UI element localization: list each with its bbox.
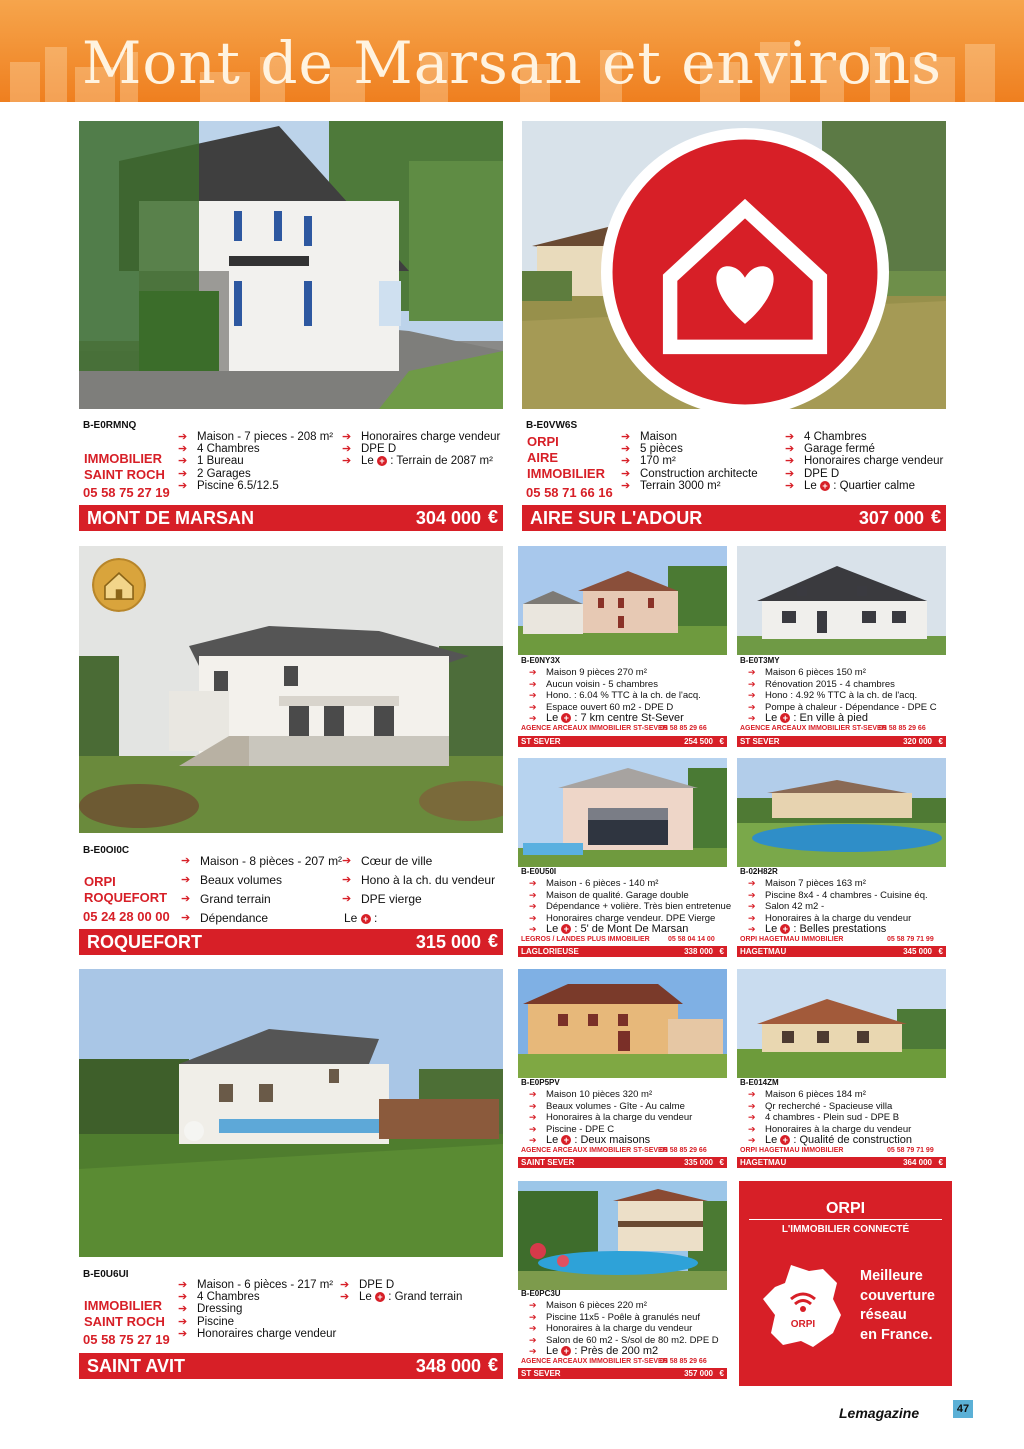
small-listing-city: HAGETMAU xyxy=(740,947,787,956)
feature-item xyxy=(521,1346,719,1358)
small-price-bar xyxy=(737,1157,946,1168)
feature-item: ➔ DPE D xyxy=(340,1279,462,1291)
feature-item: ➔ Maison 6 pièces 150 m² xyxy=(740,667,937,679)
feature-item xyxy=(785,480,943,492)
plus-icon: + xyxy=(561,1135,571,1145)
feature-item: ➔ Beaux volumes xyxy=(181,871,342,890)
feature-item: ➔ 4 Chambres xyxy=(178,1291,336,1303)
ad-title: ORPI xyxy=(825,1200,866,1217)
magazine-brand: Lemagazine xyxy=(839,1405,920,1421)
ad-message-line: Meilleure xyxy=(860,1268,923,1284)
feature-item xyxy=(740,1135,912,1147)
small-feature-list xyxy=(740,667,937,725)
plus-icon: + xyxy=(561,924,571,934)
listing-phone: 05 58 75 27 19 xyxy=(83,1332,170,1347)
feature-item: ➔ Maison - 6 pièces - 217 m² xyxy=(178,1279,336,1291)
plus-icon: + xyxy=(780,924,790,934)
listing-agency xyxy=(527,434,605,482)
euro-sign: € xyxy=(719,737,724,746)
feature-item xyxy=(521,1135,692,1147)
price-bar xyxy=(522,505,946,531)
small-price-bar xyxy=(518,1368,727,1379)
feature-item: ➔ Honoraires à la charge du vendeur xyxy=(740,1124,912,1136)
le-label: Le xyxy=(765,923,778,935)
agency-line: IMMOBILIER xyxy=(84,1298,162,1313)
feature-item: ➔ Maison 6 pièces 184 m² xyxy=(740,1089,912,1101)
plus-icon: + xyxy=(820,481,830,491)
feature-item: ➔ Hono. : 6.04 % TTC à la ch. de l'acq. xyxy=(521,690,701,702)
feature-item: ➔ 1 Bureau xyxy=(178,455,333,467)
feature-item: ➔ 2 Garages xyxy=(178,468,333,480)
small-listing-ref: B-E0PC3U xyxy=(521,1289,561,1298)
agency-line: SAINT ROCH xyxy=(84,1314,165,1329)
feature-item: ➔ Piscine 6.5/12.5 xyxy=(178,480,333,492)
small-price-bar xyxy=(518,1157,727,1168)
euro-sign: € xyxy=(938,737,943,746)
small-listing-ref: B-E0P5PV xyxy=(521,1078,560,1087)
small-listing-city: SAINT SEVER xyxy=(521,1158,575,1167)
listing-photo-roquefort xyxy=(79,546,503,833)
price-bar xyxy=(79,1353,503,1379)
small-listing-agency: ORPI HAGETMAU IMMOBILIER xyxy=(740,936,844,943)
small-listing-ref: B-02H82R xyxy=(740,867,778,876)
le-text: : xyxy=(374,911,378,925)
le-label: Le xyxy=(546,1345,559,1357)
feature-item: ➔ Hono : 4.92 % TTC à la ch. de l'acq. xyxy=(740,690,937,702)
euro-sign: € xyxy=(938,947,943,956)
small-listing-photo xyxy=(518,758,727,867)
orpi-advertisement xyxy=(739,1181,952,1386)
plus-icon: + xyxy=(361,914,371,924)
listing-photo-aire-sur-l-adour xyxy=(522,121,946,409)
feature-list xyxy=(181,852,342,928)
feature-item xyxy=(521,713,701,725)
le-text: : 7 km centre St-Sever xyxy=(574,712,684,724)
feature-item: ➔ Salon 42 m2 - xyxy=(740,901,928,913)
listing-city: AIRE SUR L'ADOUR xyxy=(530,508,703,528)
small-listing-agency: ORPI HAGETMAU IMMOBILIER xyxy=(740,1147,844,1154)
le-label: Le xyxy=(546,923,559,935)
le-label: Le xyxy=(546,712,559,724)
listing-phone: 05 24 28 00 00 xyxy=(83,909,170,924)
feature-item: ➔ Maison 9 pièces 270 m² xyxy=(521,667,701,679)
euro-sign: € xyxy=(938,1158,943,1167)
small-listing-phone: 05 58 85 29 66 xyxy=(879,725,926,732)
small-listing-photo xyxy=(737,969,946,1078)
listing-photo-mont-de-marsan xyxy=(79,121,503,409)
small-feature-list xyxy=(521,878,731,936)
small-price-bar xyxy=(737,946,946,957)
feature-item: ➔ Terrain 3000 m² xyxy=(621,480,758,492)
feature-list xyxy=(342,852,495,909)
euro-sign: € xyxy=(487,931,498,951)
small-listing-price: 335 000 xyxy=(684,1158,713,1167)
listing-city: MONT DE MARSAN xyxy=(87,508,254,528)
page-title: Mont de Marsan et environs xyxy=(82,29,942,97)
feature-item: ➔ DPE D xyxy=(342,443,500,455)
feature-item: ➔ Piscine - DPE C xyxy=(521,1124,692,1136)
feature-item: ➔ Qr recherché - Spacieuse villa xyxy=(740,1101,912,1113)
small-listing-agency: LEGROS / LANDES PLUS IMMOBILIER xyxy=(521,936,650,943)
agency-line: ORPI xyxy=(527,434,559,449)
le-text: : Belles prestations xyxy=(793,923,887,935)
euro-sign: € xyxy=(719,1158,724,1167)
small-listing-phone: 05 58 85 29 66 xyxy=(660,725,707,732)
le-text: : En ville à pied xyxy=(793,712,868,724)
small-listing-city: ST SEVER xyxy=(521,1369,561,1378)
price-bar xyxy=(79,505,503,531)
listing-agency xyxy=(84,1298,165,1330)
feature-item xyxy=(740,924,928,936)
feature-list xyxy=(178,1279,336,1340)
feature-item: ➔ DPE D xyxy=(785,468,943,480)
listing-city: ROQUEFORT xyxy=(87,932,202,952)
feature-item: ➔ 4 chambres - Plein sud - DPE B xyxy=(740,1112,912,1124)
feature-item: ➔ Maison - 7 pieces - 208 m² xyxy=(178,431,333,443)
small-listing-agency: AGENCE ARCEAUX IMMOBILIER ST-SEVER xyxy=(521,1358,668,1365)
listing-ref: B-E0OI0C xyxy=(83,845,130,856)
listing-agency xyxy=(84,874,167,906)
listing-price: 348 000 xyxy=(415,1356,481,1376)
feature-item: ➔ Honoraires charge vendeur xyxy=(178,1328,336,1340)
euro-sign: € xyxy=(487,507,498,527)
feature-item: ➔ 5 pièces xyxy=(621,443,758,455)
feature-item: ➔ Aucun voisin - 5 chambres xyxy=(521,679,701,691)
le-text: : 5' de Mont De Marsan xyxy=(574,923,689,935)
small-listing-phone: 05 58 79 71 99 xyxy=(887,936,934,943)
feature-item: ➔ Piscine xyxy=(178,1316,336,1328)
feature-item: ➔ Maison - 8 pièces - 207 m² xyxy=(181,852,342,871)
listing-phone: 05 58 75 27 19 xyxy=(83,485,170,500)
feature-item: ➔ Dépendance xyxy=(181,909,342,928)
ad-tagline: L'IMMOBILIER CONNECTÉ xyxy=(749,1219,942,1242)
gold-house-medal-icon xyxy=(92,558,146,612)
small-listing-ref: B-E0U50I xyxy=(521,867,557,876)
le-text: : Grand terrain xyxy=(388,1291,463,1304)
agency-line: IMMOBILIER xyxy=(527,466,605,481)
feature-item: ➔ Maison - 6 pièces - 140 m² xyxy=(521,878,731,890)
listing-agency xyxy=(84,451,165,483)
page-header xyxy=(0,0,1024,102)
le-label: Le xyxy=(546,1134,559,1146)
feature-item: ➔ Honoraires à la charge du vendeur xyxy=(521,1323,719,1335)
agency-line: ROQUEFORT xyxy=(84,890,168,905)
feature-item: ➔ 4 Chambres xyxy=(785,431,943,443)
feature-item: ➔ Honoraires charge vendeur xyxy=(342,431,500,443)
small-price-bar xyxy=(737,736,946,747)
small-feature-list xyxy=(740,878,928,936)
feature-item: ➔ Maison 10 pièces 320 m² xyxy=(521,1089,692,1101)
small-listing-agency: AGENCE ARCEAUX IMMOBILIER ST-SEVER xyxy=(740,725,887,732)
small-listing-price: 254 500 xyxy=(684,737,713,746)
feature-item: ➔ Salon de 60 m2 - S/sol de 80 m2. DPE D xyxy=(521,1335,719,1347)
feature-item: ➔ Honoraires charge vendeur xyxy=(785,455,943,467)
small-listing-price: 338 000 xyxy=(684,947,713,956)
small-listing-city: LAGLORIEUSE xyxy=(521,947,579,956)
le-text: : Près de 200 m2 xyxy=(574,1345,659,1357)
listing-phone: 05 58 71 66 16 xyxy=(526,485,613,500)
feature-item: ➔ Beaux volumes - Gîte - Au calme xyxy=(521,1101,692,1113)
feature-item xyxy=(740,713,937,725)
price-bar xyxy=(79,929,503,955)
small-listing-price: 345 000 xyxy=(903,947,932,956)
feature-item: ➔ DPE vierge xyxy=(342,890,495,909)
small-listing-city: ST SEVER xyxy=(521,737,561,746)
small-listing-ref: B-E0NY3X xyxy=(521,656,561,665)
plus-icon: + xyxy=(375,1292,385,1302)
feature-item: ➔ Honoraires à la charge du vendeur xyxy=(740,913,928,925)
ad-message-line: en France. xyxy=(860,1326,933,1343)
feature-item: ➔ 170 m² xyxy=(621,455,758,467)
small-feature-list xyxy=(521,1089,692,1147)
le-text: : Deux maisons xyxy=(574,1134,651,1146)
listing-price: 304 000 xyxy=(415,508,481,528)
feature-item: ➔ Dépendance + volière. Très bien entretenue xyxy=(521,901,731,913)
plus-icon: + xyxy=(780,713,790,723)
feature-item: ➔ Garage fermé xyxy=(785,443,943,455)
small-feature-list xyxy=(740,1089,912,1147)
le-text: : Qualité de construction xyxy=(793,1134,912,1146)
ad-message-line: réseau xyxy=(860,1307,907,1323)
le-label: Le xyxy=(344,911,358,925)
small-price-bar xyxy=(518,946,727,957)
feature-item: ➔ Rénovation 2015 - 4 chambres xyxy=(740,679,937,691)
listing-ref: B-E0U6UI xyxy=(83,1269,129,1280)
feature-item: ➔ Piscine 11x5 - Poêle à granulés neuf xyxy=(521,1312,719,1324)
page-number: 47 xyxy=(953,1400,973,1418)
agency-line: IMMOBILIER xyxy=(84,451,162,466)
small-listing-price: 320 000 xyxy=(903,737,932,746)
feature-item: ➔ Espace ouvert 60 m2 - DPE D xyxy=(521,702,701,714)
agency-line: SAINT ROCH xyxy=(84,467,165,482)
feature-item: ➔ Piscine 8x4 - 4 chambres - Cuisine éq. xyxy=(740,890,928,902)
small-listing-city: HAGETMAU xyxy=(740,1158,787,1167)
listing-price: 307 000 xyxy=(858,508,924,528)
feature-list xyxy=(340,1279,462,1303)
small-listing-ref: B-E0T3MY xyxy=(740,656,780,665)
france-map-wifi-icon xyxy=(761,1263,845,1349)
feature-item: ➔ Honoraires charge vendeur. DPE Vierge xyxy=(521,913,731,925)
le-label: Le xyxy=(361,455,374,468)
small-listing-photo xyxy=(737,546,946,655)
listing-photo-saint-avit xyxy=(79,969,503,1257)
le-label: Le xyxy=(765,712,778,724)
feature-item: ➔ Grand terrain xyxy=(181,890,342,909)
small-listing-photo xyxy=(518,1181,727,1290)
feature-item: ➔ Honoraires à la charge du vendeur xyxy=(521,1112,692,1124)
feature-item xyxy=(340,1291,462,1303)
feature-item: ➔ Maison de qualité. Garage double xyxy=(521,890,731,902)
plus-icon: + xyxy=(377,456,387,466)
le-label: Le xyxy=(804,479,817,492)
small-listing-phone: 05 58 85 29 66 xyxy=(660,1358,707,1365)
le-text: : Terrain de 2087 m² xyxy=(390,455,493,468)
small-listing-phone: 05 58 79 71 99 xyxy=(887,1147,934,1154)
feature-item: ➔ Construction architecte xyxy=(621,468,758,480)
small-listing-city: ST SEVER xyxy=(740,737,780,746)
feature-item: ➔ Maison xyxy=(621,431,758,443)
feature-list xyxy=(785,431,943,492)
le-line xyxy=(344,909,377,928)
small-listing-ref: B-E014ZM xyxy=(740,1078,779,1087)
listing-price: 315 000 xyxy=(415,932,481,952)
feature-item xyxy=(342,455,500,467)
small-listing-photo xyxy=(518,969,727,1078)
agency-line: ORPI xyxy=(84,874,116,889)
plus-icon: + xyxy=(561,1346,571,1356)
small-listing-photo xyxy=(518,546,727,655)
small-listing-agency: AGENCE ARCEAUX IMMOBILIER ST-SEVER xyxy=(521,1147,668,1154)
euro-sign: € xyxy=(930,507,941,527)
listing-city: SAINT AVIT xyxy=(87,1356,185,1376)
feature-item: ➔ Maison 6 pièces 220 m² xyxy=(521,1300,719,1312)
le-label: Le xyxy=(359,1291,372,1304)
feature-item: ➔ Pompe à chaleur - Dépendance - DPE C xyxy=(740,702,937,714)
feature-item: ➔ Dressing xyxy=(178,1303,336,1315)
feature-item: ➔ Hono à la ch. du vendeur xyxy=(342,871,495,890)
small-listing-price: 364 000 xyxy=(903,1158,932,1167)
small-listing-price: 357 000 xyxy=(684,1369,713,1378)
euro-sign: € xyxy=(719,947,724,956)
small-listing-agency: AGENCE ARCEAUX IMMOBILIER ST-SEVER xyxy=(521,725,668,732)
plus-icon: + xyxy=(780,1135,790,1145)
small-price-bar xyxy=(518,736,727,747)
small-feature-list xyxy=(521,667,701,725)
agency-line: AIRE xyxy=(527,450,559,465)
listing-ref: B-E0VW6S xyxy=(526,420,578,431)
feature-item: ➔ Maison 7 pièces 163 m² xyxy=(740,878,928,890)
feature-list xyxy=(178,431,333,492)
feature-list xyxy=(342,431,500,468)
feature-item: ➔ 4 Chambres xyxy=(178,443,333,455)
le-label: Le xyxy=(765,1134,778,1146)
feature-item xyxy=(521,924,731,936)
ad-message-line: couverture xyxy=(860,1287,935,1304)
map-logo-text: ORPI xyxy=(790,1319,816,1330)
feature-item: ➔ Cœur de ville xyxy=(342,852,495,871)
euro-sign: € xyxy=(487,1355,498,1375)
small-listing-photo xyxy=(737,758,946,867)
ad-message xyxy=(860,1267,935,1345)
euro-sign: € xyxy=(719,1369,724,1378)
le-text: : Quartier calme xyxy=(833,479,916,492)
small-feature-list xyxy=(521,1300,719,1358)
plus-icon: + xyxy=(561,713,571,723)
feature-list xyxy=(621,431,758,492)
small-listing-phone: 05 58 04 14 00 xyxy=(668,936,715,943)
small-listing-phone: 05 58 85 29 66 xyxy=(660,1147,707,1154)
listing-ref: B-E0RMNQ xyxy=(83,420,137,431)
heart-house-icon xyxy=(533,128,946,409)
